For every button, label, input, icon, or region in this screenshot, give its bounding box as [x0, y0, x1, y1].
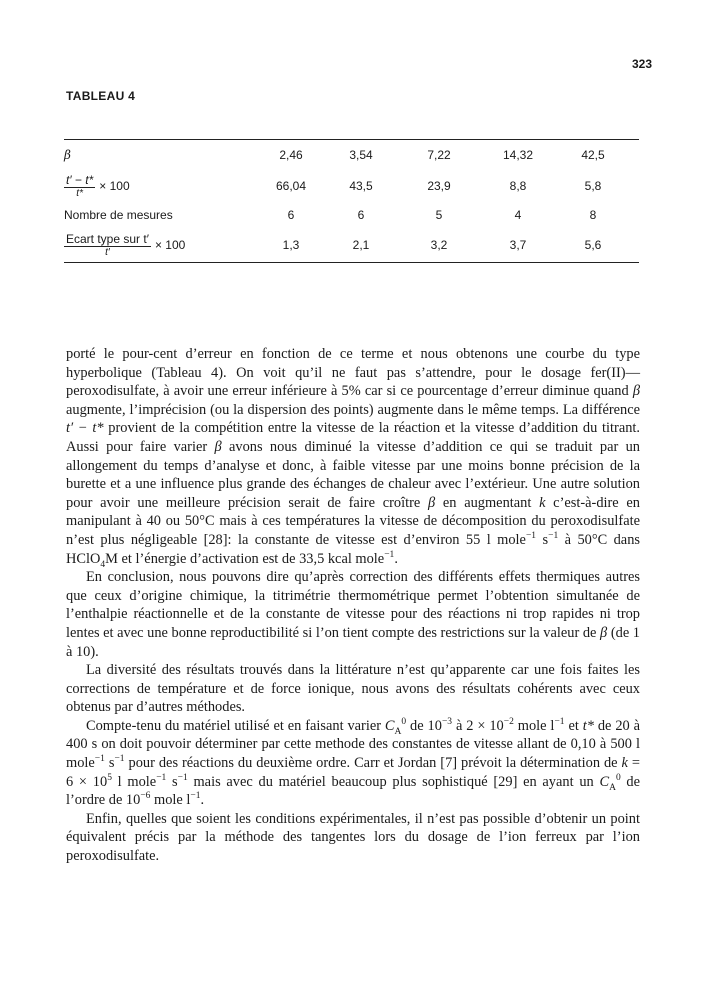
row-label-beta: β	[64, 148, 71, 162]
body-text	[66, 345, 640, 866]
table-cell: 1,3	[282, 238, 300, 252]
paragraph: Enfin, quelles que soient les conditions expérimentales, il n’est pas possible d’obtenir un point équivalent précis par la méthode des tangentes lors du dosage de l’ion ferreux par l’ion peroxodisulfate.	[66, 810, 640, 865]
table-cell: 5,8	[584, 179, 602, 193]
table-bottom-rule	[64, 262, 639, 263]
table-row-error-percent	[64, 170, 639, 202]
paragraph: En conclusion, nous pouvons dire qu’après correction des différents effets thermiques autres que ceux d’origine chimique, la titrimétrie thermométrique permet l’obtention simultanée de l’enthalpie réactionnelle et de la constante de vitesse pour des réactions ni trop rapides ni trop lentes et avec une bonne reproductibilité si l’on tient compte des restrictions sur la valeur de β (de 1 à 10).	[66, 569, 641, 660]
paragraph: Compte-tenu du matériel utilisé et en faisant varier $C_A^0$ de $10^{-3}$ à $2 \times 10^{-2}$ mole $l^{-1}$ et t* de 20 à 400 s on doit pouvoir déterminer par cette methode des constantes de vitesse allant de 0,10 à 500 l mole$^{-1}$ $s^{-1}$ pour des réactions du deuxième ordre. Carr et Jordan [7] prévoit la détermination de $k = 6 \times 10^5$ l mole$^{-1}$ $s^{-1}$ mais avec du matériel beaucoup plus sophistiqué [29] en ayant un $C_A^0$ de l’ordre de $10^{-6}$ mole $l^{-1}$.	[66, 717, 641, 809]
table-cell: 2,46	[279, 148, 303, 162]
row-label-error-percent: $\frac{t' - t*}{t*}$ × 100	[66, 172, 130, 199]
table-row-std-deviation	[64, 228, 639, 262]
table-cell: 8	[589, 208, 597, 222]
table-cell: 5,6	[584, 238, 602, 252]
table-cell: 6	[287, 208, 295, 222]
table-cell: 3,54	[349, 148, 373, 162]
table-cell: 3,7	[509, 238, 527, 252]
table-cell: 8,8	[509, 179, 527, 193]
table-row-beta	[64, 140, 639, 170]
table-cell: 6	[357, 208, 365, 222]
table-cell: 5	[435, 208, 443, 222]
table-cell: 66,04	[275, 179, 307, 193]
table-cell: 23,9	[427, 179, 451, 193]
row-label-std-deviation: $\frac{\text{Ecart type sur t′}}{t'}$ × 100	[66, 231, 186, 258]
table-cell: 2,1	[352, 238, 370, 252]
row-label-measure-count: Nombre de mesures	[64, 208, 173, 222]
table-cell: 14,32	[502, 148, 534, 162]
table-cell: 4	[514, 208, 522, 222]
table-cell: 42,5	[581, 148, 605, 162]
paragraph: La diversité des résultats trouvés dans la littérature n’est qu’apparente car une fois faites les corrections de température et de force ionique, nous avons des résultats cohérents avec ceux obtenus par d’autres méthodes.	[66, 662, 640, 716]
table-cell: 7,22	[427, 148, 451, 162]
data-table	[64, 139, 639, 263]
table-cell: 3,2	[430, 238, 448, 252]
table-row-measure-count	[64, 202, 639, 228]
page-number: 323	[631, 57, 652, 71]
table-title: TABLEAU 4	[66, 89, 136, 103]
table-cell: 43,5	[349, 179, 373, 193]
paragraph: porté le pour-cent d’erreur en fonction de ce terme et nous obtenons une courbe du type hyperbolique (Tableau 4). On voit qu’il ne faut pas s’attendre, pour le dosage fer(II)—peroxodisulfate, à avoir une erreur inférieure à 5% car si ce pourcentage d’erreur diminue quand β augmente, l’imprécision (ou la dispersion des points) augmente dans le même temps. La différence t′ − t* provient de la compétition entre la vitesse de la réaction et la vitesse d’addition du titrant. Aussi pour faire varier β avons nous diminué la vitesse d’addition ce qui se traduit par un allongement du temps d’analyse et donc, à faible vitesse par une moins bonne précision de la burette et a une influence plus grande des échanges de chaleur avec l’extérieur. Une autre solution pour avoir une meilleure précision serait de faire croître β en augmentant k c’est-à-dire en manipulant à 40 ou 50°C mais à ces températures la vitesse de décomposition du peroxodisulfate n’est plus négligeable [28]: la constante de vitesse est d’environ 55 l mole$^{-1}$ $s^{-1}$ à 50°C dans HClO$_4$M et l’énergie d’activation est de 33,5 kcal mole$^{-1}$.	[66, 346, 641, 570]
